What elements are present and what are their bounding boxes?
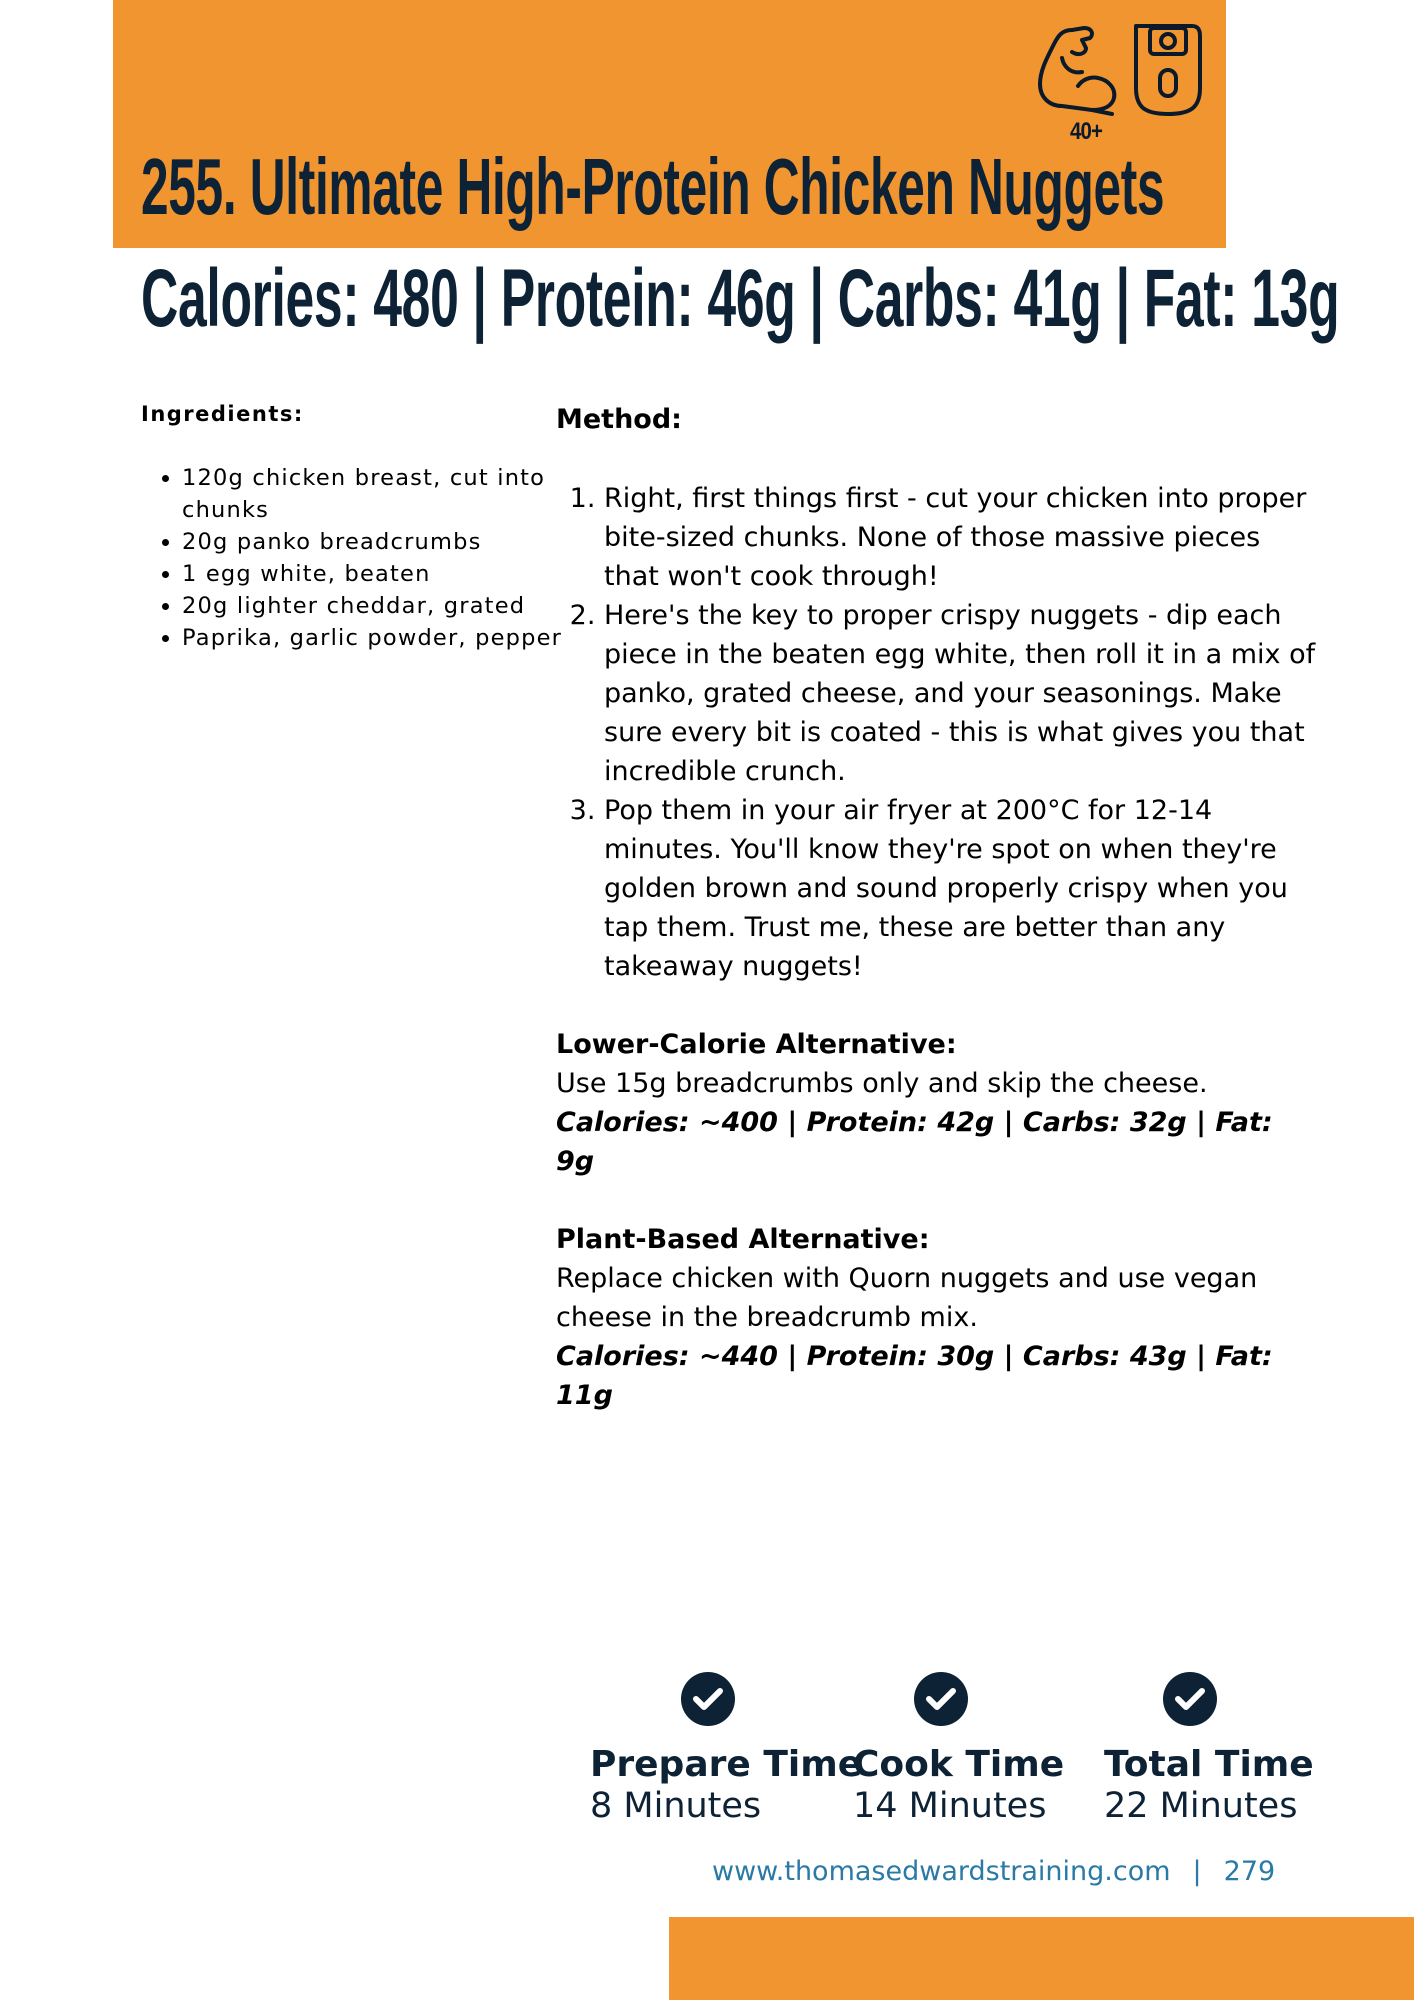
macros-summary: Calories: 480 | Protein: 46g | Carbs: 41g | Fat: 13g <box>141 253 1340 344</box>
ingredient-item: • 20g panko breadcrumbs <box>182 526 582 558</box>
ingredient-item: • 120g chicken breast, cut into chunks <box>182 462 582 526</box>
check-icon <box>914 1672 968 1726</box>
ingredients-heading: Ingredients: <box>141 402 304 426</box>
time-value: 8 Minutes <box>590 1786 762 1826</box>
time-label: Prepare Time <box>590 1744 863 1785</box>
cook-time-block <box>853 1672 1064 1827</box>
recipe-title: 255. Ultimate High-Protein Chicken Nuggets <box>141 142 1165 231</box>
footer-band <box>669 1917 1414 2000</box>
alternative-macros: Calories: ~440 | Protein: 30g | Carbs: 43g | Fat: 11g <box>556 1341 1273 1411</box>
check-icon <box>681 1672 735 1726</box>
check-icon <box>1163 1672 1217 1726</box>
time-value: 22 Minutes <box>1104 1786 1298 1826</box>
footer <box>712 1856 1275 1887</box>
method-step: 3. Pop them in your air fryer at 200°C for 12-14 minutes. You'll know they're spot on when they're golden brown and sound properly crispy when you tap them. Trust me, these are better than any takeaway nuggets! <box>604 791 1316 986</box>
footer-separator: | <box>1192 1856 1202 1887</box>
method-section <box>556 400 1316 1415</box>
muscle-arm-icon <box>1040 28 1114 114</box>
alternative-text: Replace chicken with Quorn nuggets and use vegan cheese in the breadcrumb mix. <box>556 1263 1258 1333</box>
time-label: Total Time <box>1104 1744 1314 1785</box>
plant-based-alternative <box>556 1220 1316 1415</box>
ingredient-item: • Paprika, garlic powder, pepper <box>182 622 582 654</box>
total-time-block <box>1104 1672 1314 1827</box>
ingredient-item: • 1 egg white, beaten <box>182 558 582 590</box>
air-fryer-icon <box>1136 26 1200 114</box>
method-heading: Method: <box>556 404 682 435</box>
ingredient-item: • 20g lighter cheddar, grated <box>182 590 582 622</box>
lower-calorie-alternative <box>556 1025 1316 1181</box>
time-label: Cook Time <box>853 1744 1065 1785</box>
alternative-title: Lower-Calorie Alternative: <box>556 1029 957 1060</box>
alternative-title: Plant-Based Alternative: <box>556 1224 930 1255</box>
page-number: 279 <box>1223 1856 1276 1887</box>
website-link[interactable]: www.thomasedwardstraining.com <box>712 1856 1171 1887</box>
time-value: 14 Minutes <box>853 1786 1047 1826</box>
alternative-text: Use 15g breadcrumbs only and skip the cheese. <box>556 1068 1208 1099</box>
method-step: 2. Here's the key to proper crispy nuggets - dip each piece in the beaten egg white, then roll it in a mix of panko, grated cheese, and your seasonings. Make sure every bit is coated - this is what gives you that incredible crunch. <box>604 596 1316 791</box>
method-step: 1. Right, first things first - cut your chicken into proper bite-sized chunks. None of those massive pieces that won't cook through! <box>604 479 1316 596</box>
age-badge: 40+ <box>1069 118 1103 145</box>
alternative-macros: Calories: ~400 | Protein: 42g | Carbs: 32g | Fat: 9g <box>556 1107 1273 1177</box>
method-steps <box>556 479 1316 986</box>
ingredients-list <box>141 462 582 654</box>
prepare-time-block <box>590 1672 862 1827</box>
